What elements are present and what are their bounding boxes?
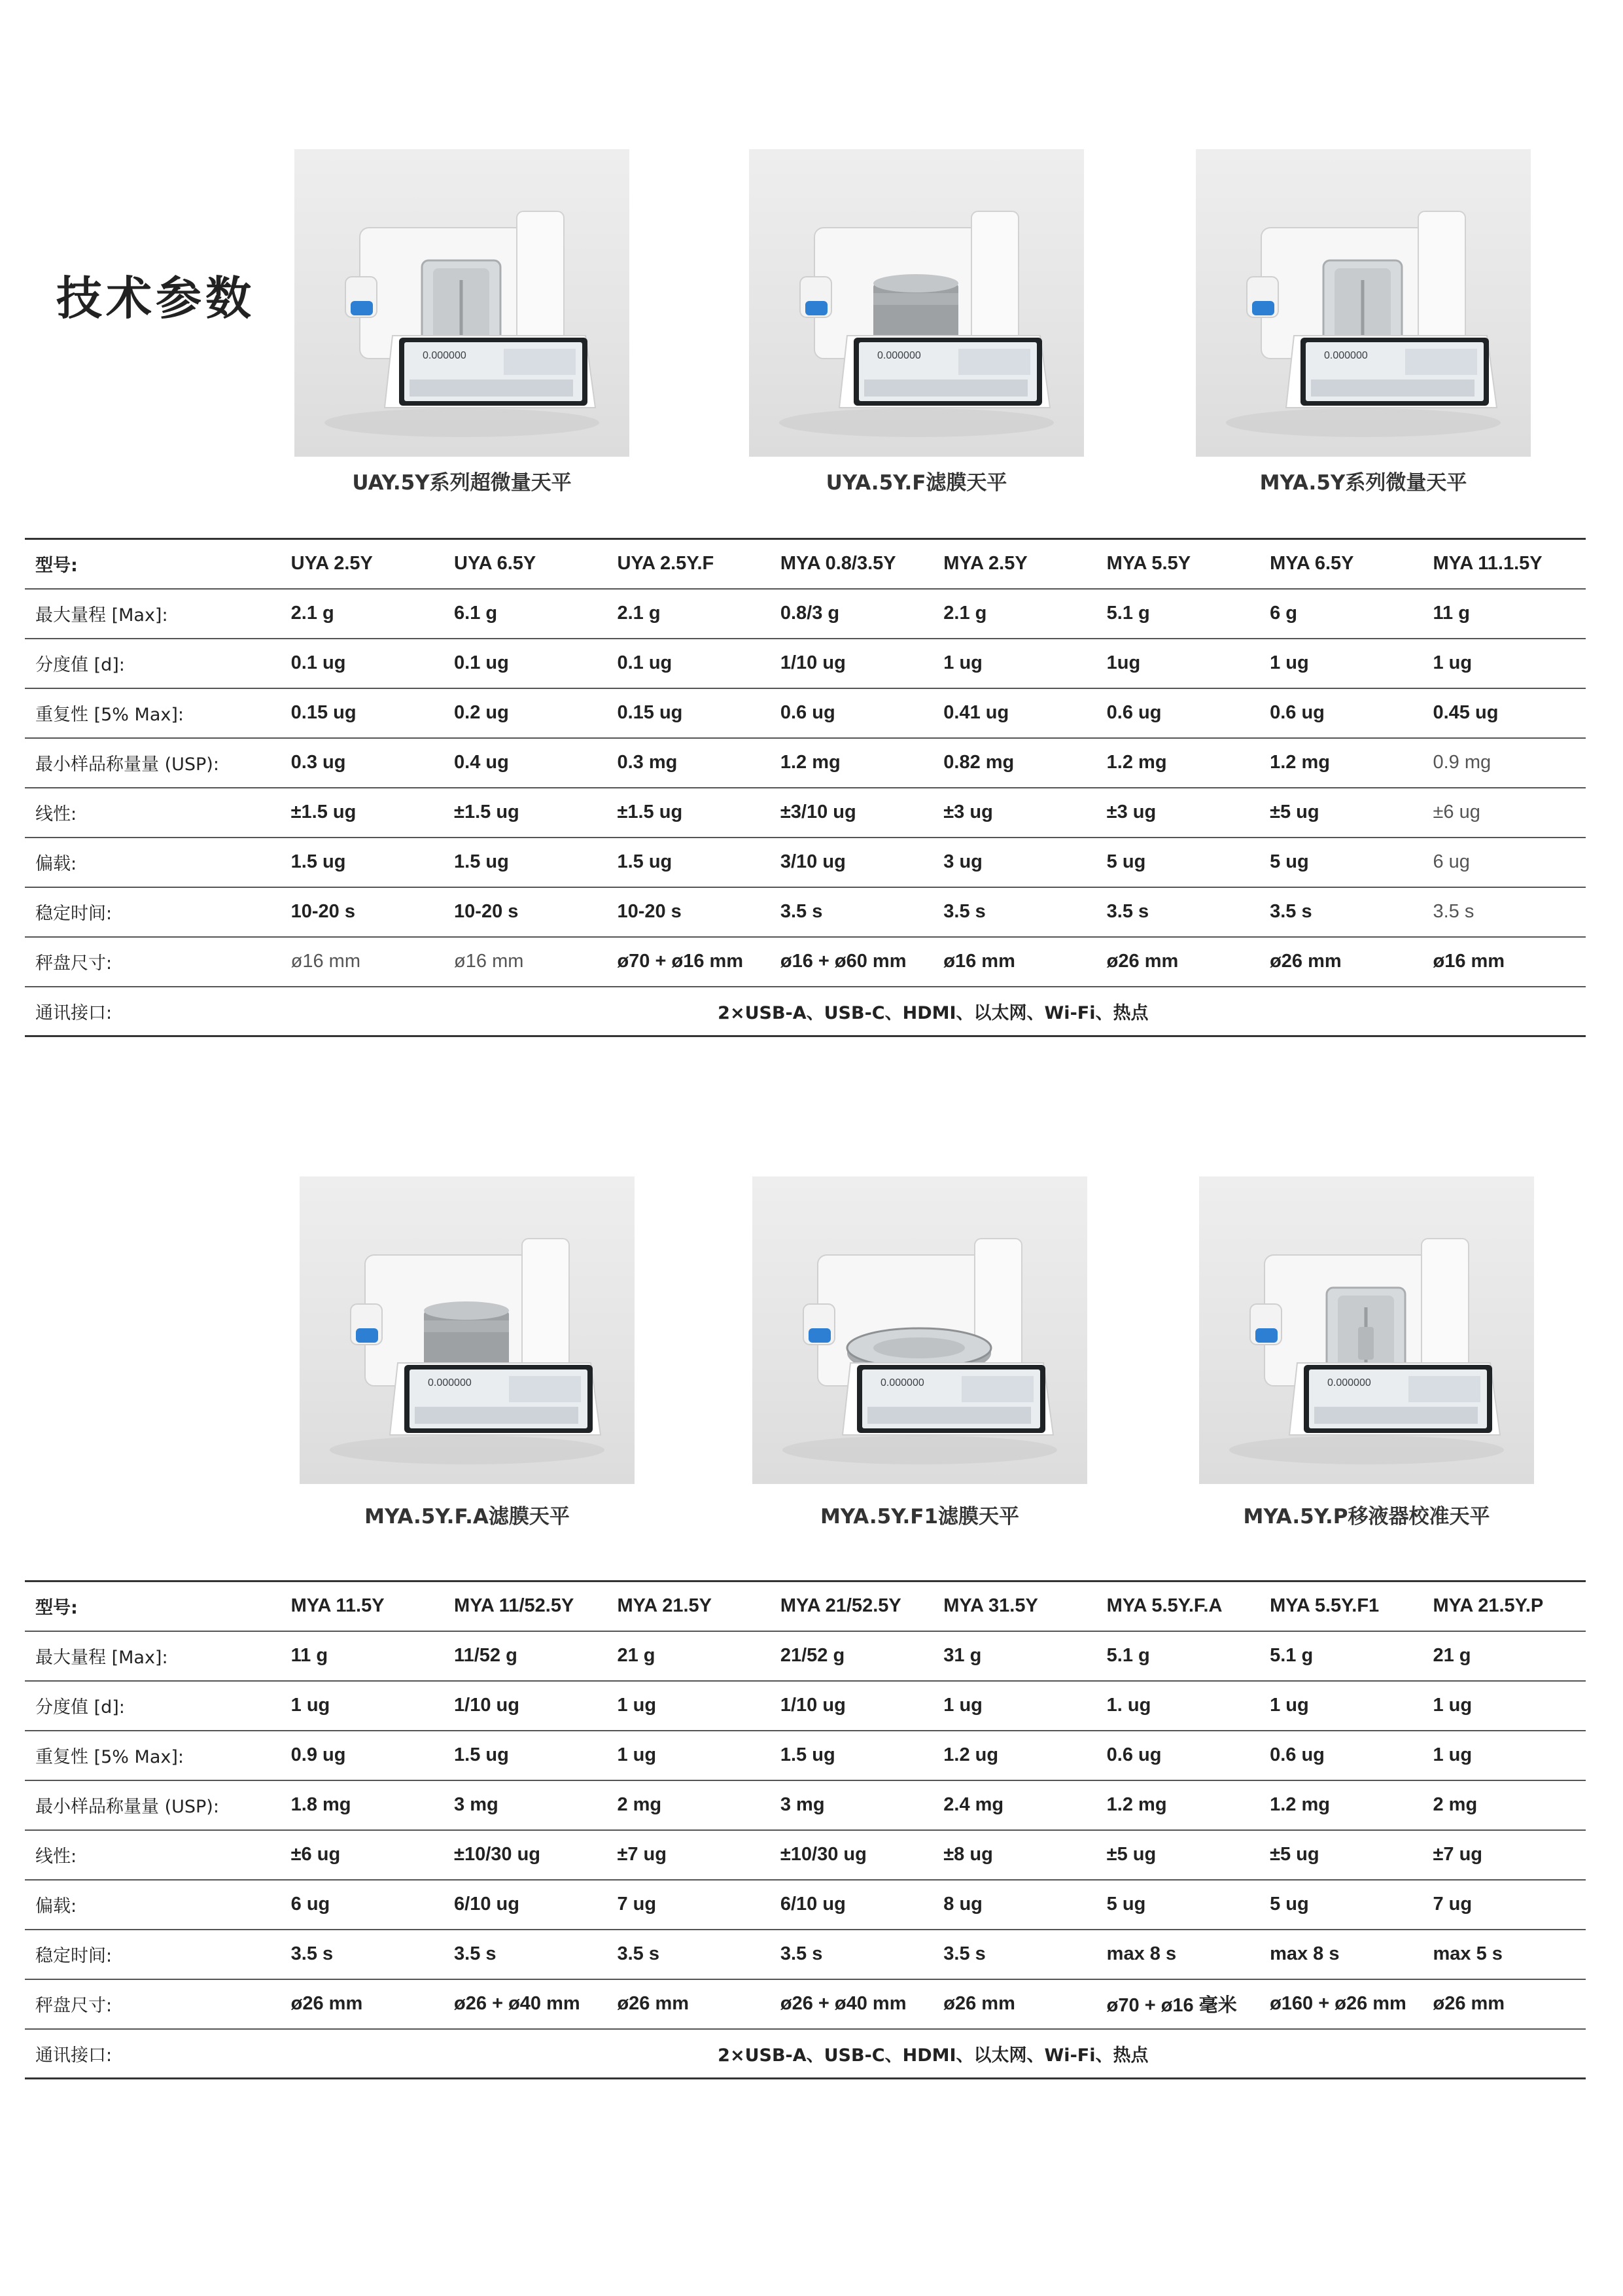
spec-value: 3.5 s: [606, 1930, 769, 1979]
model-name: UYA 2.5Y.F: [606, 539, 769, 589]
spec-value: 3.5 s: [770, 887, 933, 937]
model-name: MYA 11.1.5Y: [1422, 539, 1586, 589]
spec-value: 1 ug: [606, 1681, 769, 1731]
spec-value: max 5 s: [1422, 1930, 1586, 1979]
row-label: 最小样品称量量 (USP):: [25, 1780, 281, 1830]
spec-value: 5 ug: [1259, 838, 1422, 887]
spec-value: 8 ug: [933, 1880, 1096, 1930]
uya-series-balance-photo: [294, 149, 629, 457]
spec-value: 5.1 g: [1096, 589, 1259, 639]
spec-row: [25, 1631, 1586, 1681]
spec-value: 1.5 ug: [444, 838, 606, 887]
spec-value: 0.1 ug: [281, 639, 444, 688]
comm-row: [25, 2029, 1586, 2079]
spec-value: ø160 + ø26 mm: [1259, 1979, 1422, 2029]
spec-value: 0.15 ug: [606, 688, 769, 738]
spec-value: 5 ug: [1096, 1880, 1259, 1930]
spec-value: 11 g: [1422, 589, 1586, 639]
spec-value: 7 ug: [606, 1880, 769, 1930]
model-header-row: [25, 1581, 1586, 1631]
spec-value: 0.82 mg: [933, 738, 1096, 788]
spec-value: 3.5 s: [1096, 887, 1259, 937]
spec-value: 1 ug: [1259, 639, 1422, 688]
spec-value: ø26 mm: [606, 1979, 769, 2029]
product-caption: UYA.5Y.F滤膜天平: [826, 471, 1007, 495]
spec-value: ø16 mm: [281, 937, 444, 987]
spec-value: 6/10 ug: [770, 1880, 933, 1930]
spec-value: ±6 ug: [281, 1830, 444, 1880]
mya-p-pipette-balance-photo: [1199, 1176, 1534, 1484]
spec-value: ø70 + ø16 mm: [606, 937, 769, 987]
spec-value: 3.5 s: [444, 1930, 606, 1979]
spec-value: ø16 mm: [1422, 937, 1586, 987]
model-name: MYA 31.5Y: [933, 1581, 1096, 1631]
row-label: 秤盘尺寸:: [25, 937, 281, 987]
row-label: 稳定时间:: [25, 1930, 281, 1979]
row-label: 秤盘尺寸:: [25, 1979, 281, 2029]
model-name: MYA 2.5Y: [933, 539, 1096, 589]
spec-value: 1 ug: [1422, 1681, 1586, 1731]
spec-value: 3.5 s: [933, 887, 1096, 937]
spec-value: 6/10 ug: [444, 1880, 606, 1930]
spec-value: 3.5 s: [1259, 887, 1422, 937]
svg-text:0.000000: 0.000000: [881, 1377, 924, 1388]
model-name: MYA 0.8/3.5Y: [770, 539, 933, 589]
spec-value: 1.5 ug: [281, 838, 444, 887]
spec-row: [25, 788, 1586, 838]
spec-value: 6 g: [1259, 589, 1422, 639]
spec-row: [25, 1979, 1586, 2029]
spec-value: 2.1 g: [281, 589, 444, 639]
spec-value: 0.45 ug: [1422, 688, 1586, 738]
uya-f-filter-balance-photo: [749, 149, 1084, 457]
spec-row: [25, 589, 1586, 639]
svg-text:0.000000: 0.000000: [428, 1377, 472, 1388]
spec-value: 3 mg: [444, 1780, 606, 1830]
spec-value: 2.1 g: [606, 589, 769, 639]
spec-value: ±3/10 ug: [770, 788, 933, 838]
model-name: UYA 2.5Y: [281, 539, 444, 589]
model-name: MYA 21.5Y: [606, 1581, 769, 1631]
spec-value: 0.6 ug: [1096, 688, 1259, 738]
spec-value: 3.5 s: [933, 1930, 1096, 1979]
comm-label: 通讯接口:: [25, 987, 281, 1036]
spec-value: 1ug: [1096, 639, 1259, 688]
product-caption: MYA.5Y.P移液器校准天平: [1243, 1505, 1490, 1528]
spec-value: ±5 ug: [1259, 788, 1422, 838]
spec-value: 31 g: [933, 1631, 1096, 1681]
product-caption: MYA.5Y.F.A滤膜天平: [364, 1505, 570, 1528]
spec-value: ±3 ug: [933, 788, 1096, 838]
row-label: 重复性 [5% Max]:: [25, 688, 281, 738]
spec-value: ±10/30 ug: [444, 1830, 606, 1880]
spec-value: 1.2 mg: [1259, 738, 1422, 788]
spec-value: ±1.5 ug: [444, 788, 606, 838]
spec-value: 0.41 ug: [933, 688, 1096, 738]
spec-row: [25, 1780, 1586, 1830]
spec-value: 3 ug: [933, 838, 1096, 887]
svg-text:0.000000: 0.000000: [423, 350, 466, 361]
spec-value: ±7 ug: [1422, 1830, 1586, 1880]
model-name: MYA 11/52.5Y: [444, 1581, 606, 1631]
spec-value: ø26 mm: [1096, 937, 1259, 987]
model-name: MYA 11.5Y: [281, 1581, 444, 1631]
spec-row: [25, 1830, 1586, 1880]
spec-value: 21/52 g: [770, 1631, 933, 1681]
spec-value: 5 ug: [1096, 838, 1259, 887]
spec-row: [25, 1880, 1586, 1930]
model-name: MYA 6.5Y: [1259, 539, 1422, 589]
svg-text:0.000000: 0.000000: [877, 350, 921, 361]
row-label: 分度值 [d]:: [25, 1681, 281, 1731]
spec-value: 1 ug: [606, 1731, 769, 1780]
row-label: 偏载:: [25, 838, 281, 887]
row-label: 最大量程 [Max]:: [25, 1631, 281, 1681]
product-caption: UAY.5Y系列超微量天平: [352, 471, 572, 495]
spec-value: max 8 s: [1259, 1930, 1422, 1979]
spec-value: 11/52 g: [444, 1631, 606, 1681]
spec-value: 6 ug: [1422, 838, 1586, 887]
spec-value: 1 ug: [933, 639, 1096, 688]
spec-value: 6 ug: [281, 1880, 444, 1930]
spec-value: ±5 ug: [1259, 1830, 1422, 1880]
spec-value: 3.5 s: [1422, 887, 1586, 937]
row-label: 分度值 [d]:: [25, 639, 281, 688]
spec-value: max 8 s: [1096, 1930, 1259, 1979]
spec-value: 0.3 mg: [606, 738, 769, 788]
spec-value: 0.6 ug: [1096, 1731, 1259, 1780]
mya-f-a-filter-balance-photo: [300, 1176, 635, 1484]
spec-value: ±8 ug: [933, 1830, 1096, 1880]
spec-row: [25, 1731, 1586, 1780]
spec-value: 21 g: [1422, 1631, 1586, 1681]
row-label: 最小样品称量量 (USP):: [25, 738, 281, 788]
spec-value: ±5 ug: [1096, 1830, 1259, 1880]
comm-value: 2×USB-A、USB-C、HDMI、以太网、Wi-Fi、热点: [281, 987, 1586, 1036]
spec-value: 5.1 g: [1259, 1631, 1422, 1681]
spec-value: 0.9 mg: [1422, 738, 1586, 788]
spec-value: 1 ug: [1422, 639, 1586, 688]
spec-value: 1.2 mg: [1096, 1780, 1259, 1830]
spec-value: 0.15 ug: [281, 688, 444, 738]
spec-value: 1. ug: [1096, 1681, 1259, 1731]
spec-row: [25, 639, 1586, 688]
spec-value: 0.2 ug: [444, 688, 606, 738]
spec-value: 0.9 ug: [281, 1731, 444, 1780]
spec-row: [25, 887, 1586, 937]
spec-value: ø26 mm: [1259, 937, 1422, 987]
spec-row: [25, 1681, 1586, 1731]
comm-label: 通讯接口:: [25, 2029, 281, 2079]
spec-value: ±10/30 ug: [770, 1830, 933, 1880]
spec-value: 0.6 ug: [1259, 688, 1422, 738]
spec-value: 10-20 s: [281, 887, 444, 937]
model-name: MYA 5.5Y: [1096, 539, 1259, 589]
spec-value: ø26 mm: [1422, 1979, 1586, 2029]
row-label: 型号:: [25, 1581, 281, 1631]
spec-value: ø26 mm: [933, 1979, 1096, 2029]
product-caption: MYA.5Y系列微量天平: [1259, 471, 1467, 495]
spec-value: 7 ug: [1422, 1880, 1586, 1930]
spec-value: ø26 mm: [281, 1979, 444, 2029]
spec-value: 0.3 ug: [281, 738, 444, 788]
mya-series-balance-photo: [1196, 149, 1531, 457]
spec-value: 5.1 g: [1096, 1631, 1259, 1681]
spec-value: 0.6 ug: [770, 688, 933, 738]
spec-value: 1.2 mg: [770, 738, 933, 788]
model-name: MYA 21/52.5Y: [770, 1581, 933, 1631]
spec-value: 1.2 mg: [1096, 738, 1259, 788]
spec-value: 0.8/3 g: [770, 589, 933, 639]
spec-value: ±1.5 ug: [606, 788, 769, 838]
model-name: UYA 6.5Y: [444, 539, 606, 589]
spec-value: 3 mg: [770, 1780, 933, 1830]
spec-value: 1.2 mg: [1259, 1780, 1422, 1830]
spec-value: 2 mg: [606, 1780, 769, 1830]
spec-value: 1.8 mg: [281, 1780, 444, 1830]
spec-value: 1 ug: [933, 1681, 1096, 1731]
spec-value: 1 ug: [1422, 1731, 1586, 1780]
row-label: 偏载:: [25, 1880, 281, 1930]
spec-value: ±7 ug: [606, 1830, 769, 1880]
row-label: 线性:: [25, 1830, 281, 1880]
mya-f1-filter-balance-photo: [752, 1176, 1087, 1484]
spec-row: [25, 1930, 1586, 1979]
spec-value: ø26 + ø40 mm: [770, 1979, 933, 2029]
spec-row: [25, 838, 1586, 887]
spec-value: 0.1 ug: [444, 639, 606, 688]
spec-value: 21 g: [606, 1631, 769, 1681]
spec-row: [25, 738, 1586, 788]
spec-value: 10-20 s: [444, 887, 606, 937]
row-label: 型号:: [25, 539, 281, 589]
spec-value: 1 ug: [1259, 1681, 1422, 1731]
page-title: 技术参数: [56, 272, 255, 325]
spec-value: ø16 mm: [933, 937, 1096, 987]
spec-value: 3.5 s: [770, 1930, 933, 1979]
spec-value: 5 ug: [1259, 1880, 1422, 1930]
spec-value: 0.6 ug: [1259, 1731, 1422, 1780]
spec-value: 2 mg: [1422, 1780, 1586, 1830]
spec-value: ø16 + ø60 mm: [770, 937, 933, 987]
product-caption: MYA.5Y.F1滤膜天平: [820, 1505, 1020, 1528]
spec-table: [25, 538, 1586, 1037]
spec-value: 1 ug: [281, 1681, 444, 1731]
svg-text:0.000000: 0.000000: [1324, 350, 1368, 361]
spec-value: ±6 ug: [1422, 788, 1586, 838]
row-label: 稳定时间:: [25, 887, 281, 937]
spec-value: 3/10 ug: [770, 838, 933, 887]
spec-value: 1/10 ug: [770, 1681, 933, 1731]
model-name: MYA 5.5Y.F1: [1259, 1581, 1422, 1631]
spec-value: ±1.5 ug: [281, 788, 444, 838]
spec-value: 2.4 mg: [933, 1780, 1096, 1830]
spec-value: 10-20 s: [606, 887, 769, 937]
spec-value: ø26 + ø40 mm: [444, 1979, 606, 2029]
spec-value: 1.5 ug: [770, 1731, 933, 1780]
spec-value: 6.1 g: [444, 589, 606, 639]
row-label: 重复性 [5% Max]:: [25, 1731, 281, 1780]
spec-value: 1/10 ug: [444, 1681, 606, 1731]
row-label: 线性:: [25, 788, 281, 838]
spec-table: [25, 1580, 1586, 2079]
model-header-row: [25, 539, 1586, 589]
spec-value: ø16 mm: [444, 937, 606, 987]
spec-value: 1.5 ug: [606, 838, 769, 887]
model-name: MYA 5.5Y.F.A: [1096, 1581, 1259, 1631]
spec-row: [25, 688, 1586, 738]
model-name: MYA 21.5Y.P: [1422, 1581, 1586, 1631]
spec-value: 0.1 ug: [606, 639, 769, 688]
row-label: 最大量程 [Max]:: [25, 589, 281, 639]
comm-value: 2×USB-A、USB-C、HDMI、以太网、Wi-Fi、热点: [281, 2029, 1586, 2079]
comm-row: [25, 987, 1586, 1036]
spec-value: 1.2 ug: [933, 1731, 1096, 1780]
spec-value: ø70 + ø16 毫米: [1096, 1979, 1259, 2029]
spec-value: 3.5 s: [281, 1930, 444, 1979]
spec-value: 0.4 ug: [444, 738, 606, 788]
svg-text:0.000000: 0.000000: [1327, 1377, 1371, 1388]
spec-value: ±3 ug: [1096, 788, 1259, 838]
spec-row: [25, 937, 1586, 987]
spec-value: 1.5 ug: [444, 1731, 606, 1780]
spec-value: 1/10 ug: [770, 639, 933, 688]
spec-value: 11 g: [281, 1631, 444, 1681]
spec-value: 2.1 g: [933, 589, 1096, 639]
